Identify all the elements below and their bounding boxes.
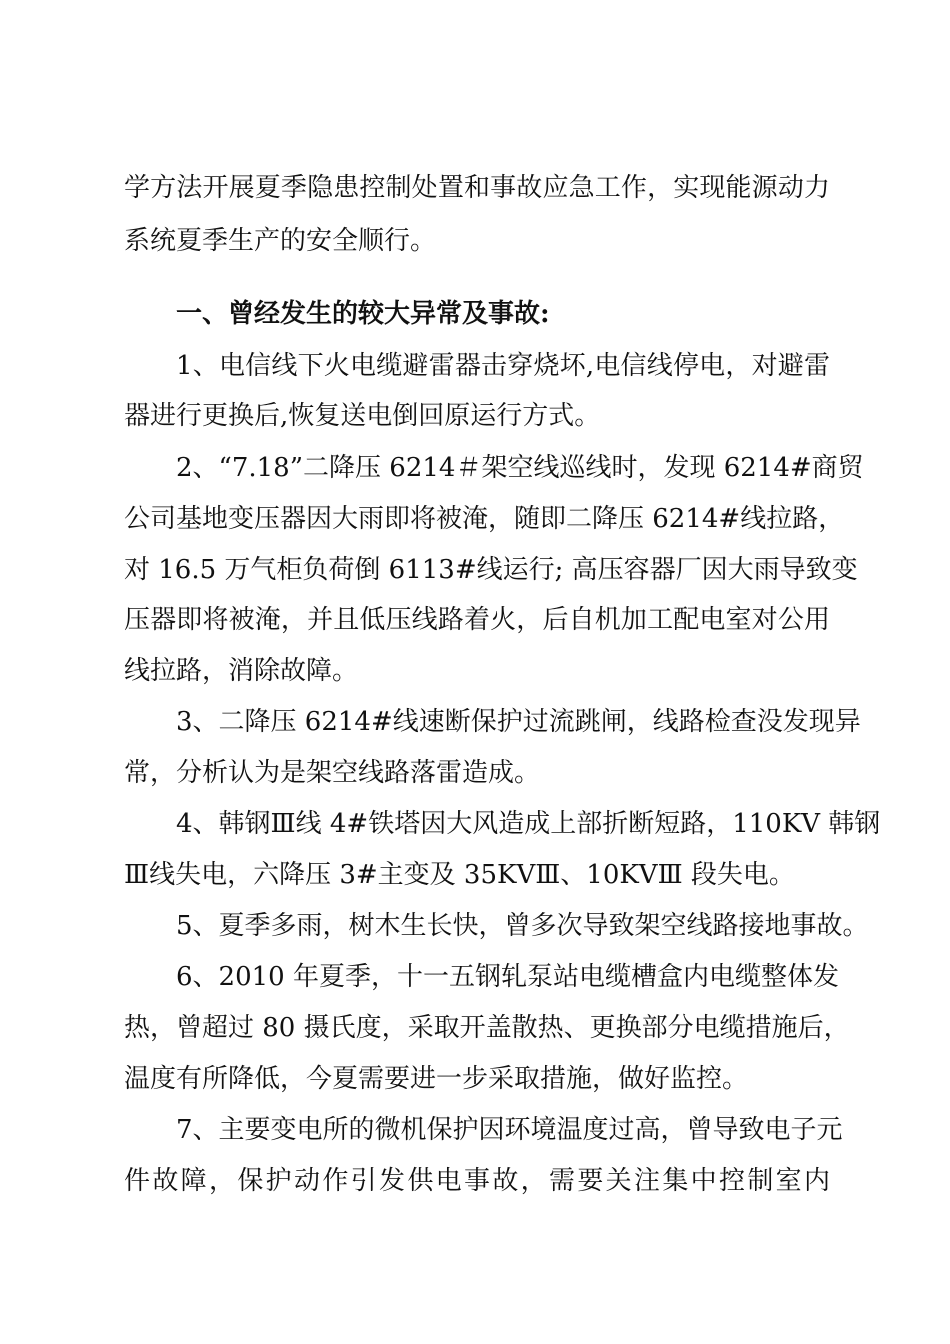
paragraph-line: 对 16.5 万气柜负荷倒 6113#线运行; 高压容器厂因大雨导致变 <box>124 555 858 585</box>
paragraph-line: 公司基地变压器因大雨即将被淹，随即二降压 6214#线拉路， <box>124 504 845 534</box>
paragraph-line: 常，分析认为是架空线路落雷造成。 <box>124 758 541 788</box>
paragraph-line: 6、2010 年夏季，十一五钢轧泵站电缆槽盒内电缆整体发 <box>176 962 839 992</box>
paragraph-line: 学方法开展夏季隐患控制处置和事故应急工作，实现能源动力 <box>124 173 830 203</box>
section-heading: 一、曾经发生的较大异常及事故: <box>176 299 550 329</box>
paragraph-line: 系统夏季生产的安全顺行。 <box>124 226 437 256</box>
paragraph-line: 3、二降压 6214#线速断保护过流跳闸，线路检查没发现异 <box>176 707 861 737</box>
paragraph-line: 器进行更换后,恢复送电倒回原运行方式。 <box>124 401 601 431</box>
paragraph-line: 4、韩钢Ⅲ线 4#铁塔因大风造成上部折断短路，110KV 韩钢 <box>176 809 881 839</box>
paragraph-line: 1、电信线下火电缆避雷器击穿烧坏,电信线停电，对避雷 <box>176 351 830 381</box>
paragraph-line: 5、夏季多雨，树木生长快，曾多次导致架空线路接地事故。 <box>176 911 869 941</box>
paragraph-line: 件故障，保护动作引发供电事故，需要关注集中控制室内 <box>124 1166 830 1196</box>
paragraph-line: 热，曾超过 80 摄氏度，采取开盖散热、更换部分电缆措施后， <box>124 1013 850 1043</box>
paragraph-line: 压器即将被淹，并且低压线路着火，后自机加工配电室对公用 <box>124 605 830 635</box>
paragraph-line: Ⅲ线失电，六降压 3#主变及 35KVⅢ、10KVⅢ 段失电。 <box>124 860 795 890</box>
paragraph-line: 线拉路，消除故障。 <box>124 656 359 686</box>
paragraph-line: 2、“7.18”二降压 6214＃架空线巡线时，发现 6214#商贸 <box>176 453 864 483</box>
paragraph-line: 7、主要变电所的微机保护因环境温度过高，曾导致电子元 <box>176 1115 843 1145</box>
paragraph-line: 温度有所降低，今夏需要进一步采取措施，做好监控。 <box>124 1064 749 1094</box>
